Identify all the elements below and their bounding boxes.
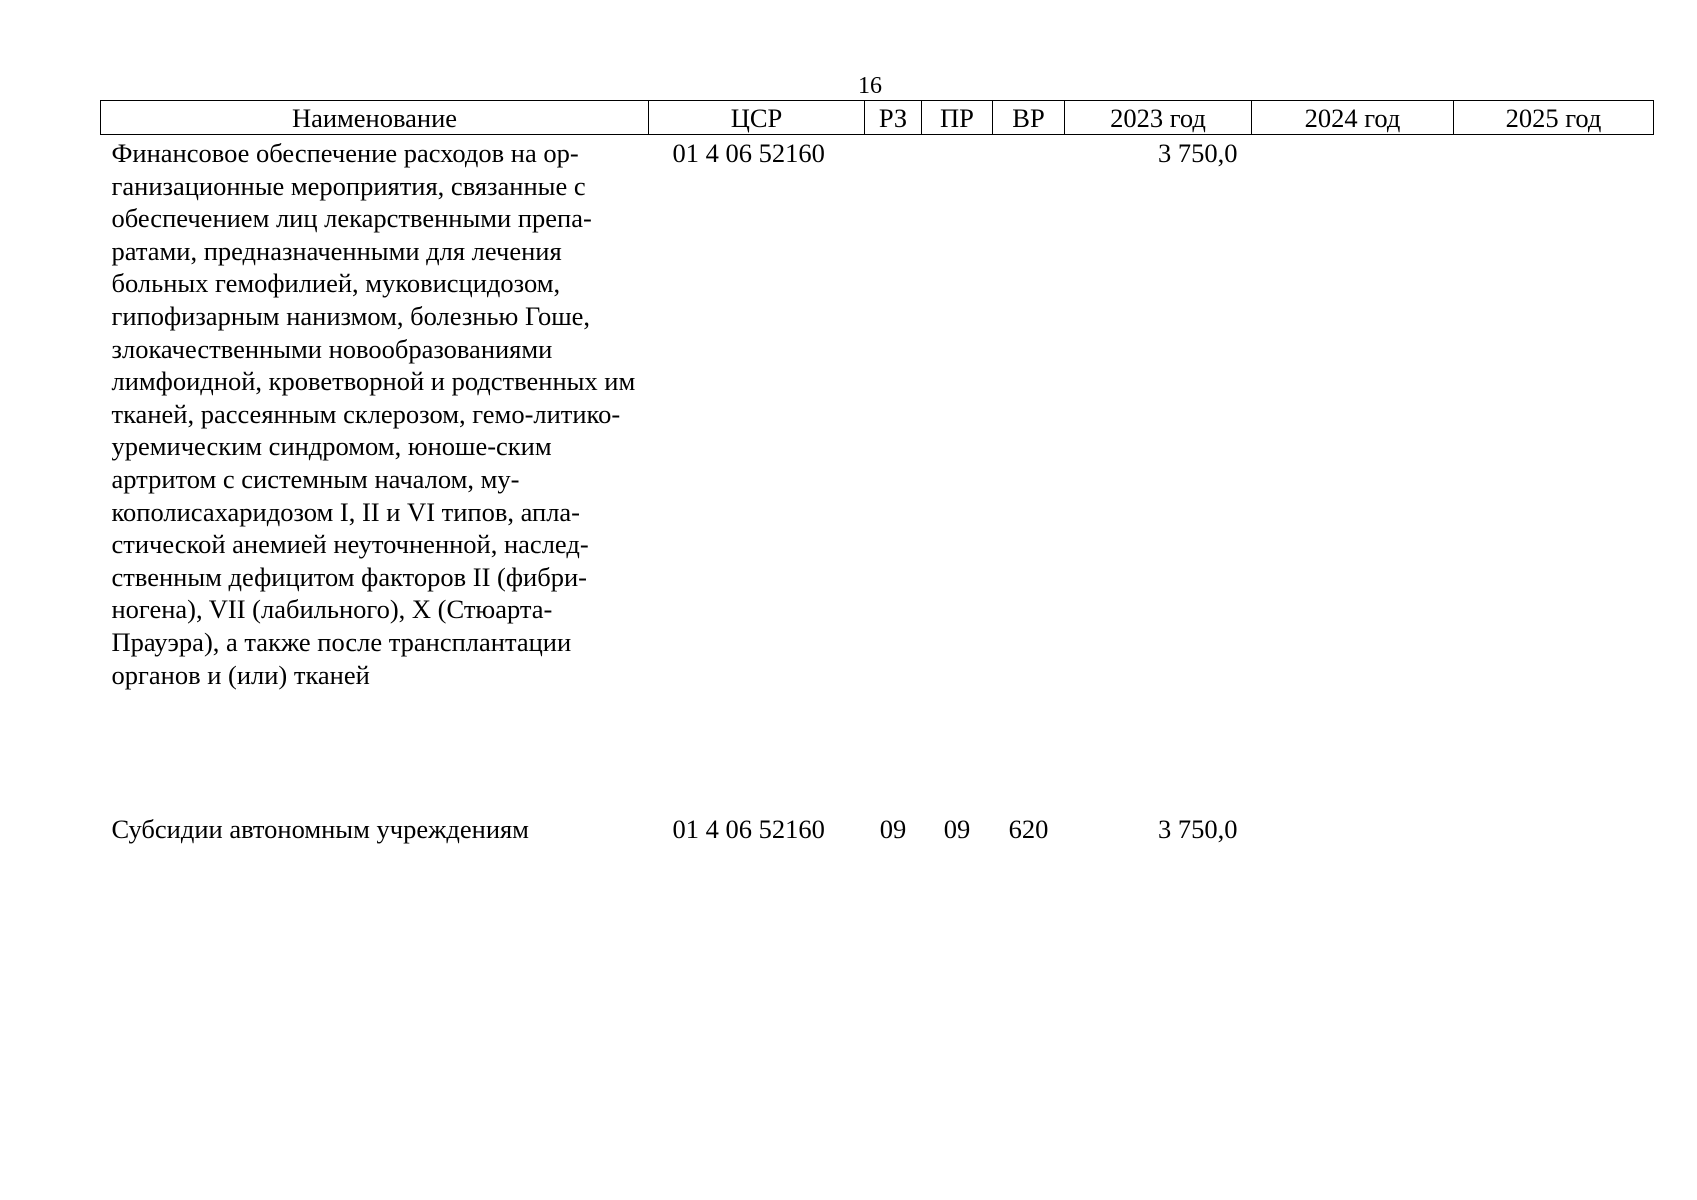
header-year-2025: 2025 год <box>1454 101 1654 135</box>
row-amount-2023: 3 750,0 <box>1158 814 1238 844</box>
row-amount-2023: 3 750,0 <box>1158 138 1238 168</box>
header-row <box>101 101 1654 135</box>
row-amount-2025 <box>1454 813 1654 846</box>
table-body <box>101 135 1654 846</box>
header-year-2024: 2024 год <box>1252 101 1454 135</box>
row-amount-2025 <box>1454 135 1654 814</box>
row-rz <box>865 135 922 814</box>
row-pr <box>922 135 993 814</box>
row-pr: 09 <box>943 814 971 844</box>
row-vr: 620 <box>1008 814 1049 844</box>
row-amount-2024 <box>1252 135 1454 814</box>
row-vr <box>993 135 1065 814</box>
budget-table <box>100 100 1654 846</box>
header-name: Наименование <box>101 101 649 135</box>
row-csr: 01 4 06 52160 <box>672 138 825 168</box>
row-name: Финансовое обеспечение расходов на ор-ганизационные мероприятия, связанные с обеспечением лиц лекарственными препа-ратами, предназначенными для лечения больных гемофилией, муковисцидозом, гипофизарным нанизмом, болезнью Гоше, злокачественными новообразованиями лимфоидной, кроветворной и родственных им тканей, рассеянным склерозом, гемо-литико-уремическим синдромом, юноше-ским артритом с системным началом, му-кополисахаридозом I, II и VI типов, апла-стической анемией неуточненной, наслед-ственным дефицитом факторов II (фибри-ногена), VII (лабильного), X (Стюарта-Прауэра), а также после трансплантации органов и (или) тканей <box>111 138 636 690</box>
header-csr: ЦСР <box>649 101 865 135</box>
table-header <box>101 101 1654 135</box>
table-row <box>101 813 1654 846</box>
header-vr: ВР <box>993 101 1065 135</box>
header-rz: РЗ <box>865 101 922 135</box>
header-pr: ПР <box>922 101 993 135</box>
page-number: 16 <box>858 73 882 99</box>
header-year-2023: 2023 год <box>1065 101 1252 135</box>
row-name: Субсидии автономным учреждениям <box>111 814 529 844</box>
row-csr: 01 4 06 52160 <box>672 814 825 844</box>
row-rz: 09 <box>879 814 907 844</box>
table-row <box>101 135 1654 814</box>
row-amount-2024 <box>1252 813 1454 846</box>
